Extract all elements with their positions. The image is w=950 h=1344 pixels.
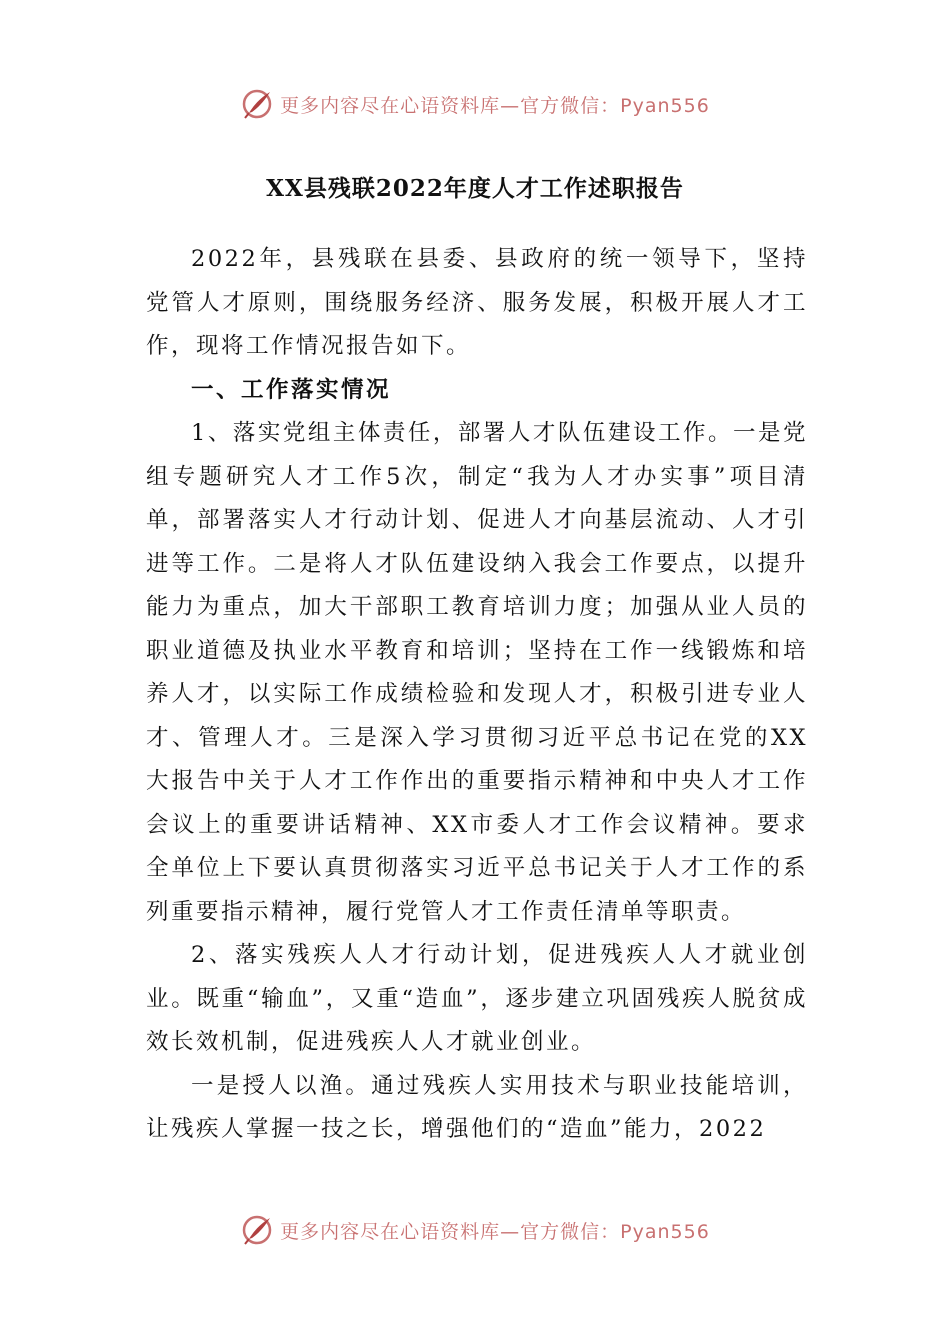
quill-logo-icon [240, 87, 274, 121]
document-body [146, 238, 808, 1152]
document-title: XX县残联2022年度人才工作述职报告 [266, 175, 684, 202]
intro-paragraph: 2022年，县残联在县委、县政府的统一领导下，坚持党管人才原则，围绕服务经济、服务发展，积极开展人才工作，现将工作情况报告如下。 [146, 246, 808, 359]
item2-paragraph: 2、落实残疾人人才行动计划，促进残疾人人才就业创业。既重“输血”，又重“造血”，逐步建立巩固残疾人脱贫成效长效机制，促进残疾人人才就业创业。 [146, 942, 808, 1055]
watermark-banner-top [0, 84, 950, 124]
watermark-text: 更多内容尽在心语资料库—官方微信：Pyan556 [280, 1220, 710, 1243]
watermark-banner-bottom [0, 1210, 950, 1250]
quill-logo-icon [240, 1213, 274, 1247]
item2-sub1-paragraph: 一是授人以渔。通过残疾人实用技术与职业技能培训，让残疾人掌握一技之长，增强他们的“造血”能力，2022 [146, 1072, 808, 1142]
section-heading: 一、工作落实情况 [191, 376, 392, 403]
watermark-text: 更多内容尽在心语资料库—官方微信：Pyan556 [280, 94, 710, 117]
item1-paragraph: 1、落实党组主体责任，部署人才队伍建设工作。一是党组专题研究人才工作5次，制定“我为人才办实事”项目清单，部署落实人才行动计划、促进人才向基层流动、人才引进等工作。二是将人才队伍建设纳入我会工作要点，以提升能力为重点，加大干部职工教育培训力度；加强从业人员的职业道德及执业水平教育和培训；坚持在工作一线锻炼和培养人才，以实际工作成绩检验和发现人才，积极引进专业人才、管理人才。三是深入学习贯彻习近平总书记在党的XX大报告中关于人才工作作出的重要指示精神和中央人才工作会议上的重要讲话精神、XX市委人才工作会议精神。要求全单位上下要认真贯彻落实习近平总书记关于人才工作的系列重要指示精神，履行党管人才工作责任清单等职责。 [146, 420, 808, 925]
